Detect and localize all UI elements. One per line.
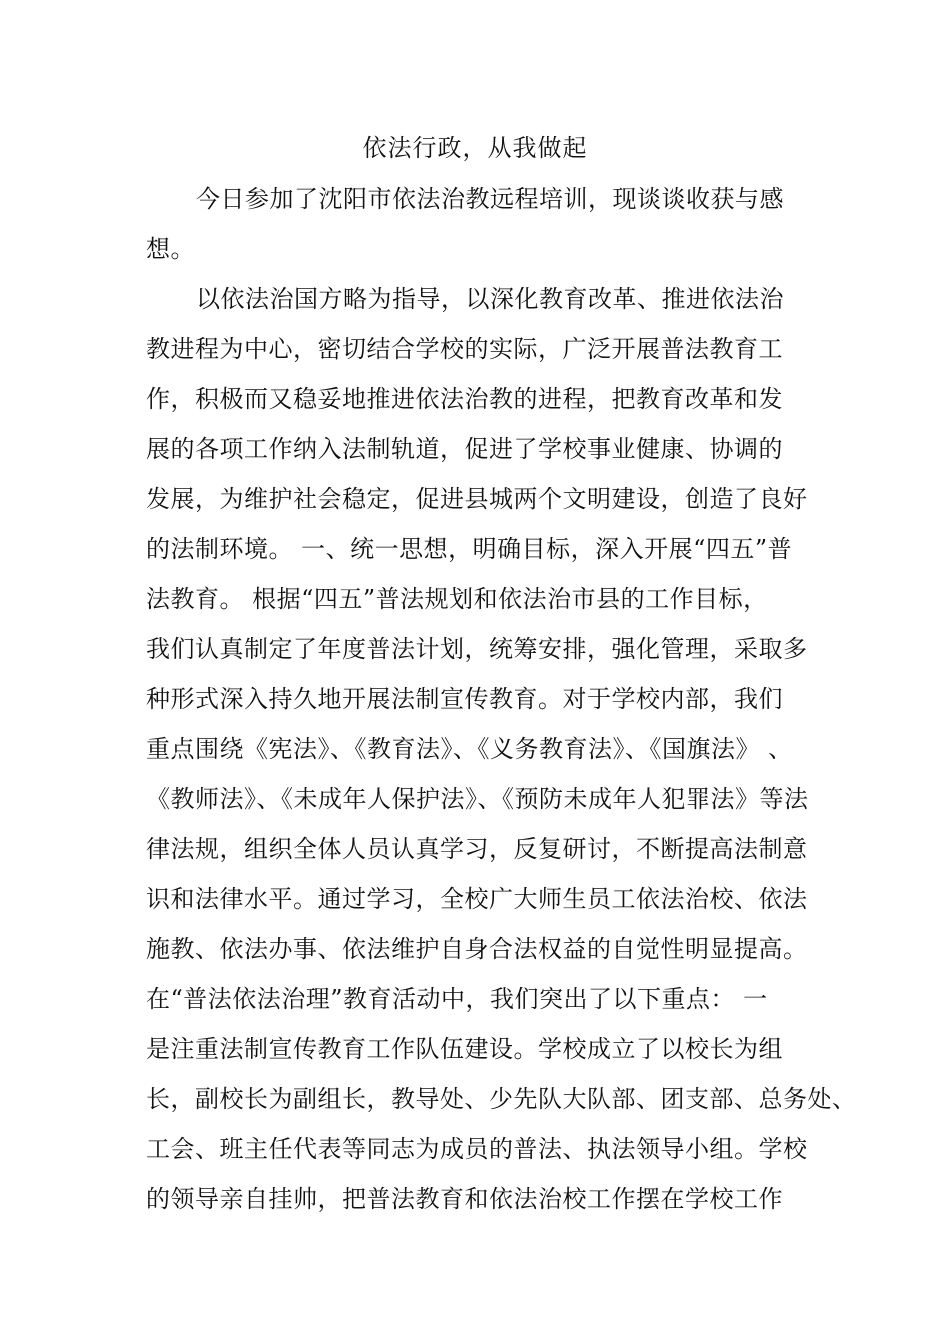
text-line: 法教育。 根据“四五”普法规划和依法治市县的工作目标， [146,585,768,613]
text-line: 是注重法制宣传教育工作队伍建设。学校成立了以校长为组 [146,1035,783,1063]
text-line: 在“普法依法治理”教育活动中，我们突出了以下重点： 一 [146,985,768,1013]
text-line: 展的各项工作纳入法制轨道，促进了学校事业健康、协调的 [146,435,783,463]
text-line: 长，副校长为副组长，教导处、少先队大队部、团支部、总务处、 [146,1085,857,1113]
text-line: 重点围绕《宪法》、《教育法》、《义务教育法》、《国旗法》 、 [146,735,793,763]
text-line: 的领导亲自挂帅，把普法教育和依法治校工作摆在学校工作 [146,1185,783,1213]
text-line: 识和法律水平。通过学习，全校广大师生员工依法治校、依法 [146,885,808,913]
text-line: 的法制环境。 一、统一思想，明确目标，深入开展“四五”普 [146,535,793,563]
document-title: 依法行政，从我做起 [362,134,588,162]
text-line: 律法规，组织全体人员认真学习，反复研讨，不断提高法制意 [146,835,808,863]
paragraph-intro [146,174,826,274]
text-line: 今日参加了沈阳市依法治教远程培训，现谈谈收获与感 [196,185,784,213]
text-line: 施教、依法办事、依法维护自身合法权益的自觉性明显提高。 [146,935,808,963]
text-line: 想。 [146,235,195,263]
text-line: 教进程为中心，密切结合学校的实际，广泛开展普法教育工 [146,335,783,363]
text-line: 工会、班主任代表等同志为成员的普法、执法领导小组。学校 [146,1135,808,1163]
paragraph-body [146,274,857,1224]
text-line: 作，积极而又稳妥地推进依法治教的进程，把教育改革和发 [146,385,783,413]
text-line: 以依法治国方略为指导，以深化教育改革、推进依法治 [196,285,784,313]
text-line: 我们认真制定了年度普法计划，统筹安排，强化管理，采取多 [146,635,808,663]
text-line: 《教师法》、《未成年人保护法》、《预防未成年人犯罪法》等法 [146,785,809,813]
text-line: 种形式深入持久地开展法制宣传教育。对于学校内部，我们 [146,685,783,713]
text-line: 发展，为维护社会稳定，促进县城两个文明建设，创造了良好 [146,485,808,513]
